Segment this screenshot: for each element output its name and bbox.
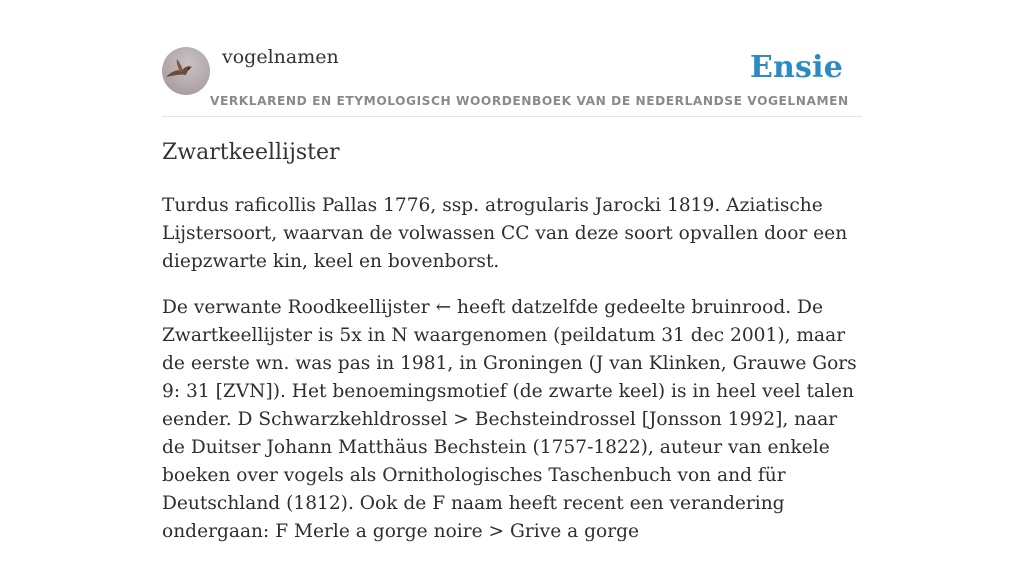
entry-title: Zwartkeellijster [162,140,340,165]
entry-body [162,192,862,564]
entry-paragraph: De verwante Roodkeellijster ← heeft datzelfde gedeelte bruinrood. De Zwartkeellijster is 5x in N waargenomen (peildatum 31 dec 2001), maar de eerste wn. was pas in 1981, in Groningen (J van Klinken, Grauwe Gors 9: 31 [ZVN]). Het benoemingsmotief (de zwarte keel) is in heel veel talen eender. D Schwarzkehldrossel > Bechsteindrossel [Jonsson 1992], naar de Duitser Johann Matthäus Bechstein (1757-1822), auteur van enkele boeken over vogels als Ornithologisches Taschenbuch von and für Deutschland (1812). Ook de F naam heeft recent een verandering ondergaan: F Merle a gorge noire > Grive a gorge [162,297,857,542]
site-header [162,0,862,117]
entry-paragraph: Turdus raficollis Pallas 1776, ssp. atrogularis Jarocki 1819. Aziatische Lijstersoort, waarvan de volwassen CC van deze soort opvallen door een diepzwarte kin, keel en bovenborst. [162,195,848,272]
page-content [162,0,862,542]
bird-icon [162,47,210,95]
avatar[interactable] [162,47,210,95]
dictionary-subtitle[interactable]: VERKLAREND EN ETYMOLOGISCH WOORDENBOEK VAN DE NEDERLANDSE VOGELNAMEN [210,94,849,108]
brand-logo[interactable]: Ensie [749,50,843,85]
username[interactable]: vogelnamen [222,46,339,68]
